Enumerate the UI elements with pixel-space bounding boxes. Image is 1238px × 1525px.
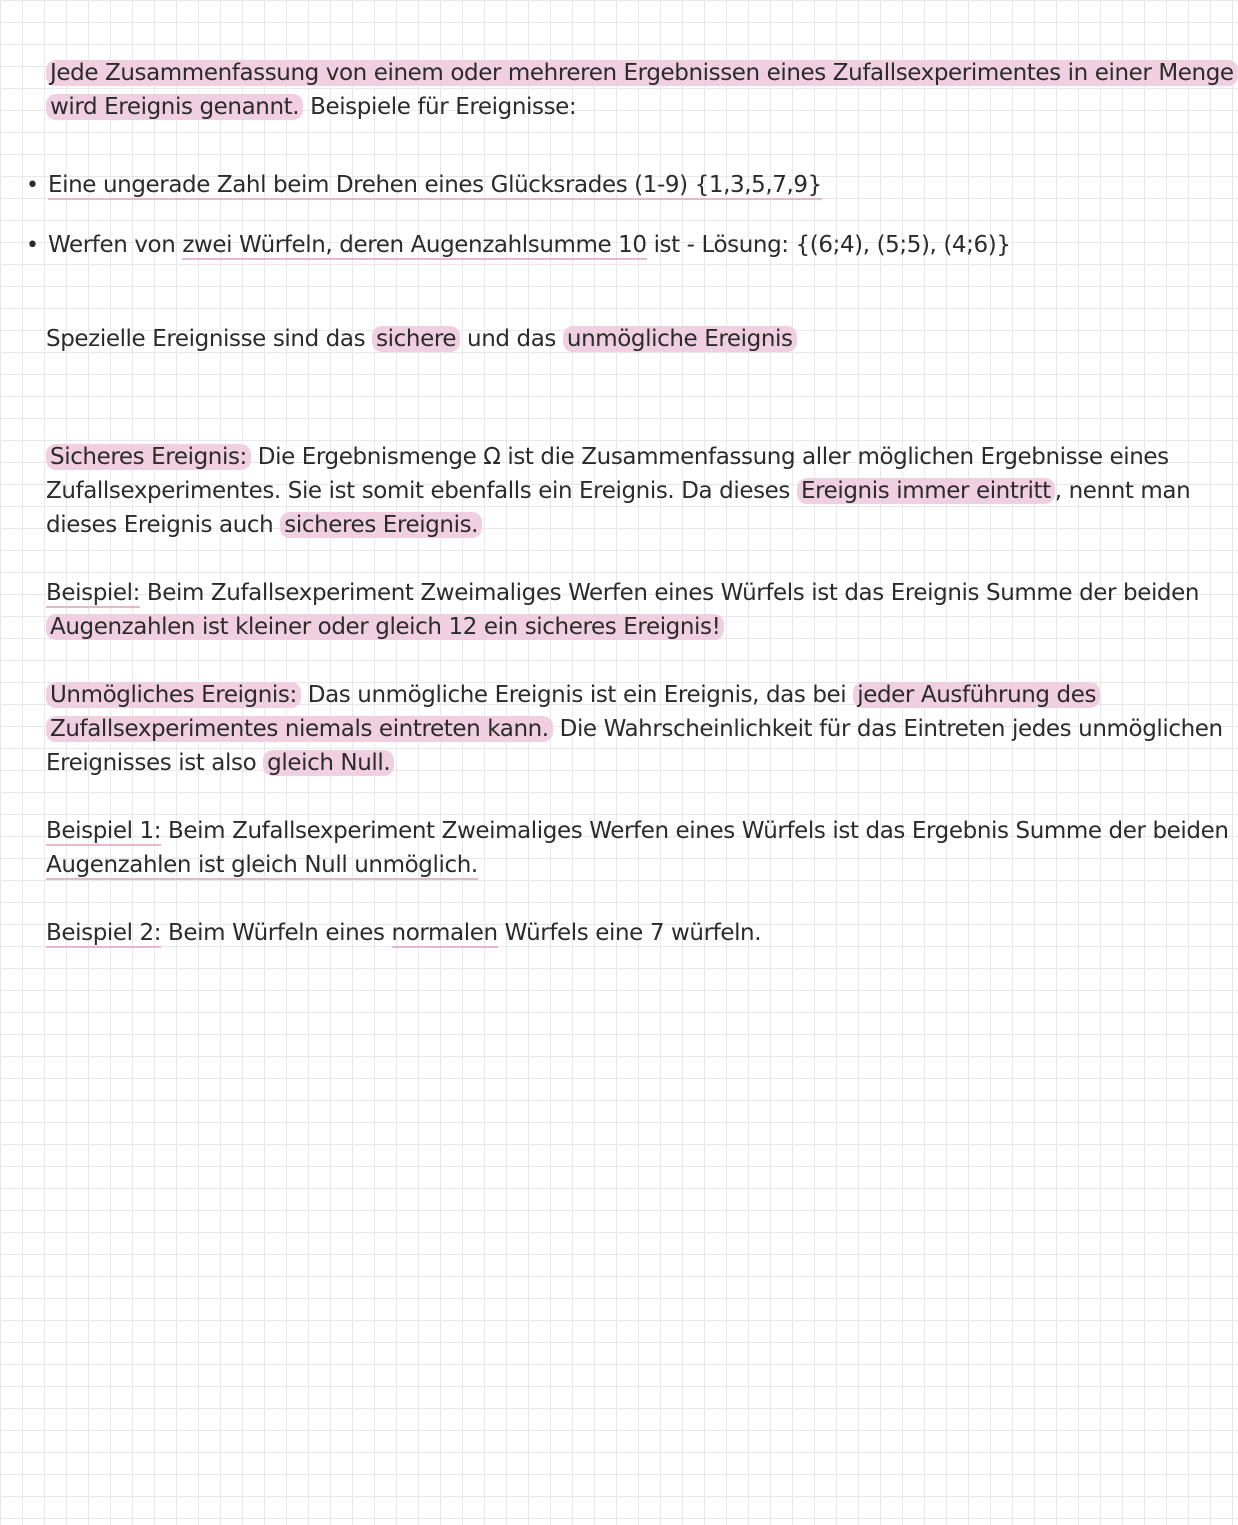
intro-highlight-1: Jede Zusammenfassung von einem oder mehreren Ergebnissen eines Zufallsexperimentes in einer Menge (46, 60, 1238, 86)
unmoeglich-highlight-niemals: Zufallsexperimentes niemals eintreten kann. (46, 716, 553, 742)
beispiel2-text-c: Würfels eine 7 würfeln. (497, 920, 762, 946)
unmoeglich-highlight-ausfuehrung: jeder Ausführung des (853, 682, 1100, 708)
sicher-text-2a: Zufallsexperimentes. Sie ist somit ebenfalls ein Ereignis. Da dieses (46, 478, 797, 504)
beispiel-sicher-highlight: Augenzahlen ist kleiner oder gleich 12 ein sicheres Ereignis! (46, 614, 724, 640)
sicher-line-1 (46, 440, 1169, 474)
special-highlight-unmoeglich: unmögliche Ereignis (563, 326, 797, 352)
beispiel2-text-normalen: normalen (391, 920, 498, 946)
unmoeglich-label: Unmögliches Ereignis: (46, 682, 301, 708)
list-item (26, 168, 822, 203)
bullet-text-2c: ist - Lösung: {(6;4), (5;5), (4;6)} (646, 232, 1011, 258)
beispiel-sicher-label: Beispiel: (46, 580, 140, 606)
intro-examples-label: Beispiele für Ereignisse: (303, 94, 577, 120)
sicher-label: Sicheres Ereignis: (46, 444, 251, 470)
beispiel1-line-1 (46, 814, 1229, 848)
unmoeglich-line-2 (46, 712, 1223, 746)
intro-line-2 (46, 90, 1036, 124)
sicher-highlight-term: sicheres Ereignis. (280, 512, 482, 538)
beispiel1-text-2: Augenzahlen ist gleich Null unmöglich. (46, 852, 478, 878)
sicher-text-1: Die Ergebnismenge Ω ist die Zusammenfassung aller möglichen Ergebnisse eines (250, 444, 1169, 470)
special-highlight-sicher: sichere (372, 326, 460, 352)
intro-highlight-2: wird Ereignis genannt. (46, 94, 303, 120)
bullet-icon: • (26, 173, 39, 198)
list-item (26, 228, 1011, 263)
unmoeglich-text-3a: Ereignisses ist also (46, 750, 264, 776)
beispiel-sicher-line-2 (46, 610, 1036, 644)
beispiel-sicher-text-1: Beim Zufallsexperiment Zweimaliges Werfen eines Würfels ist das Ereignis Summe der beiden (139, 580, 1200, 606)
beispiel-sicher-line-1 (46, 576, 1200, 610)
sicher-text-2c: , nennt man (1054, 478, 1191, 504)
unmoeglich-text-2b: Die Wahrscheinlichkeit für das Eintreten jedes unmöglichen (552, 716, 1223, 742)
beispiel1-text-1: Beim Zufallsexperiment Zweimaliges Werfen eines Würfels ist das Ergebnis Summe der beiden (161, 818, 1229, 844)
sicher-text-3a: dieses Ereignis auch (46, 512, 281, 538)
unmoeglich-highlight-null: gleich Null. (263, 750, 394, 776)
beispiel2-line (46, 916, 1036, 950)
bullet-text-1: Eine ungerade Zahl beim Drehen eines Glücksrades (1-9) {1,3,5,7,9} (48, 172, 822, 198)
sicher-line-3 (46, 508, 1036, 542)
beispiel1-line-2 (46, 848, 1036, 882)
bullet-text-2a: Werfen von (48, 232, 183, 258)
unmoeglich-text-1a: Das unmögliche Ereignis ist ein Ereignis, das bei (300, 682, 854, 708)
beispiel2-text-a: Beim Würfeln eines (161, 920, 392, 946)
beispiel1-label: Beispiel 1: (46, 818, 162, 844)
intro-line-1 (46, 56, 1234, 90)
sicher-highlight-immer: Ereignis immer eintritt (797, 478, 1055, 504)
unmoeglich-line-1 (46, 678, 1097, 712)
sicher-line-2 (46, 474, 1191, 508)
special-events-line (46, 322, 1036, 356)
bullet-text-2b: zwei Würfeln, deren Augenzahlsumme 10 (182, 232, 647, 258)
beispiel2-label: Beispiel 2: (46, 920, 162, 946)
special-text-c: und das (460, 326, 563, 352)
bullet-icon: • (26, 233, 39, 258)
special-text-a: Spezielle Ereignisse sind das (46, 326, 373, 352)
unmoeglich-line-3 (46, 746, 1036, 780)
